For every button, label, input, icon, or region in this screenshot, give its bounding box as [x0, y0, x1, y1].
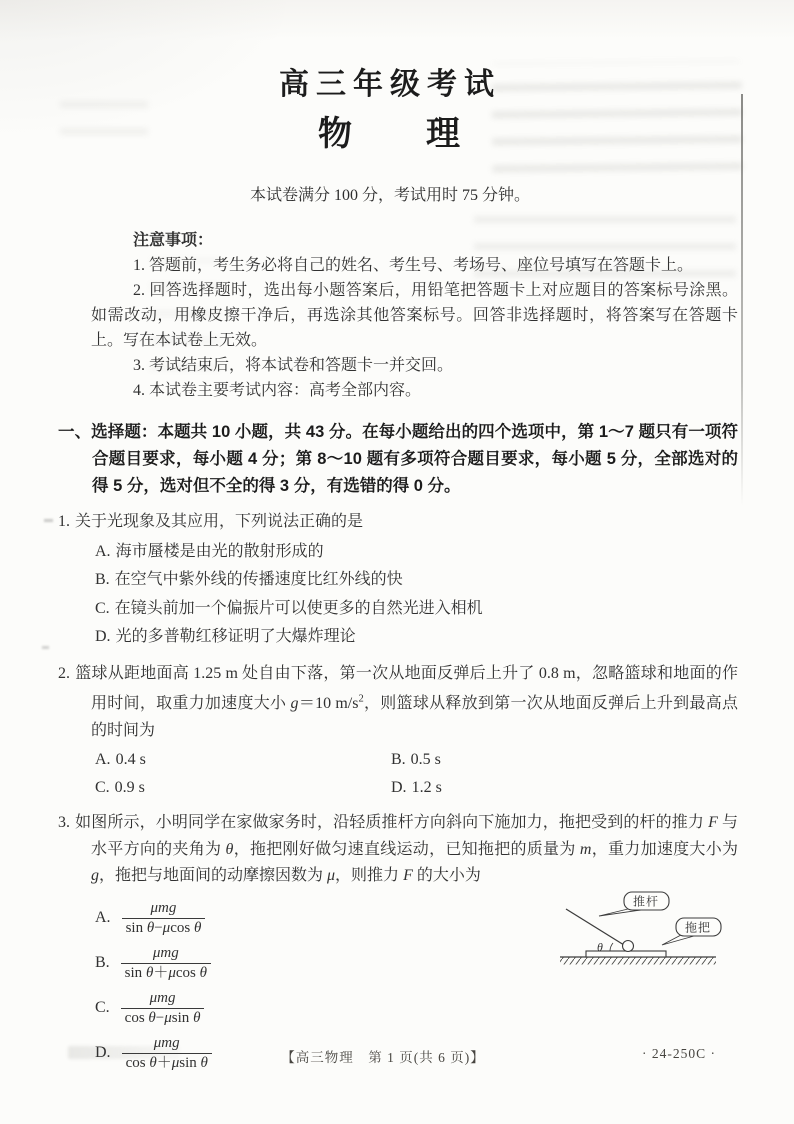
option-label: B.: [391, 751, 406, 769]
option-label: B.: [95, 954, 110, 972]
option-text: 光的多普勒红移证明了大爆炸理论: [115, 628, 356, 645]
option-label: D.: [95, 1044, 111, 1062]
notice-item-4: 4. 本试卷主要考试内容：高考全部内容。: [133, 382, 422, 399]
question-1-option-b: [95, 566, 738, 595]
option-text: 1.2 s: [411, 778, 442, 796]
footer-paper-code: · 24-250C ·: [642, 1046, 716, 1061]
section-1-heading: 一、选择题：本题共 10 小题，共 43 分。在每小题给出的四个选项中，第 1～7 题只有一项符合题目要求，每小题 4 分；第 8～10 题有多项符合题目要求，每小题 5 分，全部选对的得 5 分，选对但不全的得 3 分，有选错的得 0 分。: [58, 423, 738, 495]
option-text: 0.5 s: [410, 751, 441, 769]
fraction: [121, 990, 205, 1027]
fraction-numerator: μmg: [153, 1034, 180, 1051]
question-2-option-d: [391, 774, 738, 802]
option-label: B.: [95, 571, 110, 588]
page-content: [58, 0, 738, 1092]
question-1-option-a: [95, 538, 738, 567]
fraction-denominator: cos θ＋μsin θ: [122, 1053, 212, 1072]
question-2-option-b: [391, 746, 738, 774]
option-text: 海市蜃楼是由光的散射形成的: [115, 542, 324, 560]
question-3-figure: [544, 870, 764, 990]
notice-item-3: 3. 考试结束后，将本试卷和答题卡一并交回。: [133, 357, 454, 374]
question-1-option-d: [95, 623, 738, 652]
fraction-denominator: sin θ＋μcos θ: [121, 963, 211, 982]
scan-speck: [42, 646, 49, 649]
option-text: 0.9 s: [114, 778, 145, 796]
question-number: 3.: [58, 814, 70, 832]
option-text: 在空气中紫外线的传播速度比红外线的快: [114, 571, 403, 588]
question-2-options: [95, 746, 738, 801]
question-2-stem: [58, 661, 738, 745]
mop-diagram: [544, 870, 764, 990]
question-stem-text: 篮球从距地面高 1.25 m 处自由下落，第一次从地面反弹后上升了 0.8 m，忽略篮球和地面的作用时间，取重力加速度大小 g＝10 $m/s^2$，则篮球从释放到第一次从地面反弹后上升到最高点的时间为: [75, 664, 738, 739]
scan-fold-line: [741, 94, 743, 506]
push-rod-line: [566, 909, 624, 945]
question-3-option-c: [95, 986, 738, 1031]
fraction-denominator: cos θ−μsin θ: [121, 1008, 205, 1027]
angle-arc: [610, 943, 613, 951]
ground-hatching: [560, 957, 716, 964]
page-footer: [58, 1046, 738, 1066]
mop-callout-label: 拖把: [685, 920, 712, 935]
exam-info: 本试卷满分 100 分，考试用时 75 分钟。: [249, 187, 530, 204]
question-number: 2.: [58, 664, 70, 682]
angle-theta-label: θ: [597, 939, 604, 954]
footer-page-label: 【高三物理 第 1 页(共 6 页)】: [281, 1050, 485, 1065]
option-label: A.: [95, 542, 111, 560]
question-2: [58, 661, 738, 802]
exam-title: 高三年级考试: [279, 68, 501, 101]
scan-speck: [44, 519, 53, 522]
option-label: D.: [95, 628, 111, 645]
rod-joint-ball: [623, 940, 634, 951]
fraction: [122, 900, 206, 937]
option-label: A.: [95, 909, 111, 927]
option-label: C.: [95, 999, 110, 1017]
option-label: C.: [95, 778, 110, 796]
question-number: 1.: [58, 513, 70, 530]
option-text: 0.4 s: [115, 751, 146, 769]
fraction-denominator: sin θ−μcos θ: [122, 918, 206, 937]
option-label: A.: [95, 751, 111, 769]
rod-callout-label: 推杆: [633, 894, 660, 909]
question-2-option-c: [95, 774, 391, 802]
option-label: C.: [95, 599, 110, 617]
question-stem-text: 如图所示，小明同学在家做家务时，沿轻质推杆方向斜向下施加力，拖把受到的杆的推力 F 与水平方向的夹角为 θ，拖把刚好做匀速直线运动，已知拖把的质量为 m，重力加速度大小为 g，拖把与地面间的动摩擦因数为 μ，则推力 F 的大小为: [75, 814, 738, 885]
fraction: [121, 945, 211, 982]
fraction-numerator: μmg: [152, 944, 179, 961]
question-stem-text: 关于光现象及其应用，下列说法正确的是: [75, 513, 364, 530]
notice-item-2: 2. 回答选择题时，选出每小题答案后，用铅笔把答题卡上对应题目的答案标号涂黑。如需改动，用橡皮擦干净后，再选涂其他答案标号。回答非选择题时，将答案写在答题卡上。写在本试卷上无效。: [91, 282, 738, 349]
fraction-numerator: μmg: [149, 989, 176, 1006]
question-1-options: [95, 538, 738, 652]
option-text: 在镜头前加一个偏振片可以使更多的自然光进入相机: [114, 599, 483, 617]
notice-block: [91, 228, 738, 403]
question-1-stem: [58, 509, 738, 536]
fraction-numerator: μmg: [150, 899, 177, 916]
subject-title: 物 理: [318, 115, 462, 153]
option-label: D.: [391, 778, 407, 796]
notice-heading: 注意事项：: [133, 232, 214, 249]
question-1: [58, 509, 738, 652]
question-1-option-c: [95, 595, 738, 624]
notice-item-1: 1. 答题前，考生务必将自己的姓名、考生号、考场号、座位号填写在答题卡上。: [133, 257, 694, 274]
question-2-option-a: [95, 746, 391, 774]
